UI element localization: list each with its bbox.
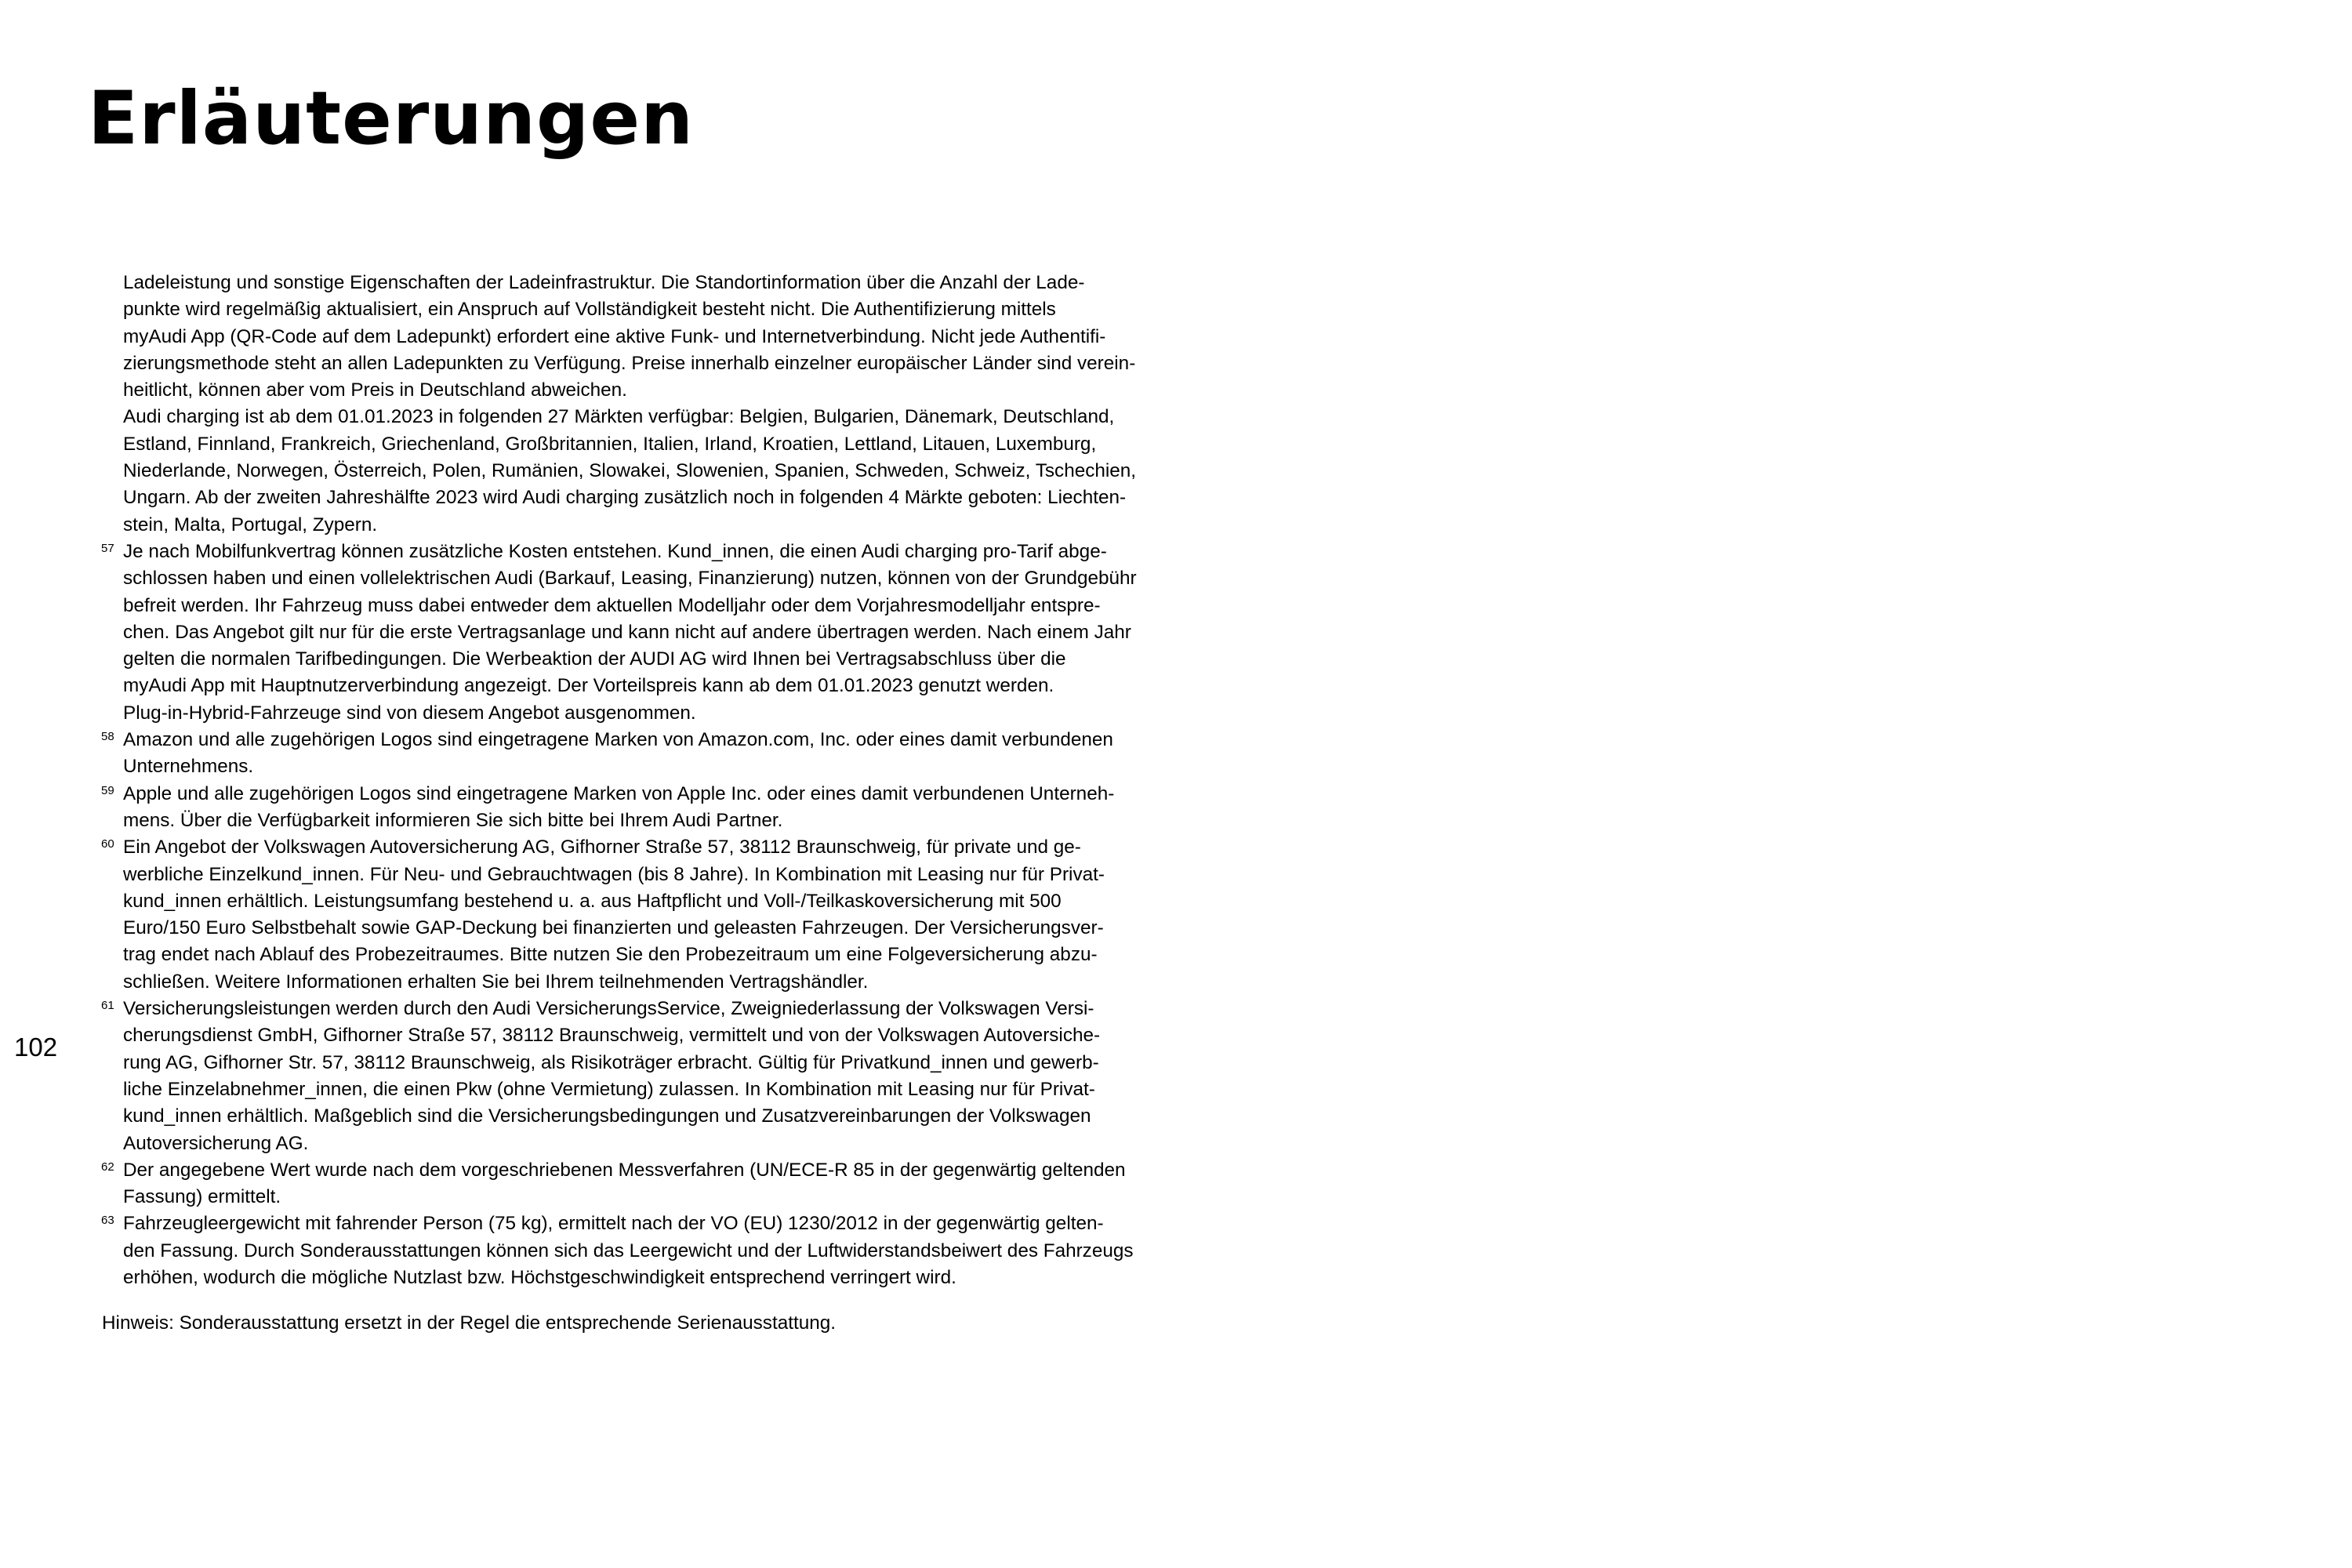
footnote-text-line: Ein Angebot der Volkswagen Autoversicherung AG, Gifhorner Straße 57, 38112 Braunschweig, für private und ge- (123, 837, 1081, 858)
footnote-text-line: rung AG, Gifhorner Str. 57, 38112 Braunschweig, als Risikoträger erbracht. Gültig für Privatkund_innen und gewerb- (123, 1051, 1099, 1073)
footnote-text-line: Ungarn. Ab der zweiten Jahreshälfte 2023 wird Audi charging zusätzlich noch in folgenden 4 Märkte geboten: Liechten- (123, 487, 1127, 509)
footnote-number: 57 (101, 541, 114, 555)
footnote-text-line: stein, Malta, Portugal, Zypern. (123, 514, 378, 535)
footnote-text-line: zierungsmethode steht an allen Ladepunkten zu Verfügung. Preise innerhalb einzelner europäischer Länder sind verein- (123, 352, 1136, 374)
footnote-text-line: liche Einzelabnehmer_innen, die einen Pkw (ohne Vermietung) zulassen. In Kombination mit Leasing nur für Privat- (123, 1078, 1095, 1100)
footnote-text-line: Ladeleistung und sonstige Eigenschaften der Ladeinfrastruktur. Die Standortinformation über die Anzahl der Lade- (123, 272, 1085, 293)
footnote (101, 539, 1142, 727)
footnote-text-line: Fahrzeugleergewicht mit fahrender Person (75 kg), ermittelt nach der VO (EU) 1230/2012 in der gegenwärtig gelten- (123, 1213, 1104, 1235)
footnote-number: 60 (101, 837, 114, 851)
footnote-number: 59 (101, 783, 114, 797)
page-number: 102 (14, 1033, 58, 1062)
footnote-text-line: kund_innen erhältlich. Maßgeblich sind die Versicherungsbedingungen und Zusatzvereinbarungen der Volkswagen (123, 1105, 1091, 1127)
footnote-text-line: chen. Das Angebot gilt nur für die erste Vertragsanlage und kann nicht auf andere übertragen werden. Nach einem Jahr (123, 621, 1131, 643)
footnote-text-line: Apple und alle zugehörigen Logos sind eingetragene Marken von Apple Inc. oder eines damit verbundenen Unterneh- (123, 782, 1115, 804)
footnote-text-line: erhöhen, wodurch die mögliche Nutzlast bzw. Höchstgeschwindigkeit entsprechend verringert wird. (123, 1266, 956, 1288)
footnote-text-line: befreit werden. Ihr Fahrzeug muss dabei entweder dem aktuellen Modelljahr oder dem Vorjahresmodelljahr entspre- (123, 594, 1101, 616)
footnote-text-line: punkte wird regelmäßig aktualisiert, ein Anspruch auf Vollständigkeit besteht nicht. Die Authentifizierung mittels (123, 299, 1056, 321)
footnote-text-line: schließen. Weitere Informationen erhalten Sie bei Ihrem teilnehmenden Vertragshändler. (123, 971, 869, 993)
footnote-number: 61 (101, 999, 114, 1013)
footnote-text-line: Versicherungsleistungen werden durch den Audi VersicherungsService, Zweigniederlassung der Volkswagen Versi- (123, 998, 1094, 1020)
page-title: Erläuterungen (88, 76, 694, 162)
footnote-text-line: schlossen haben und einen vollelektrischen Audi (Barkauf, Leasing, Finanzierung) nutzen, können von der Grundgebühr (123, 568, 1137, 590)
footnote-text-line: Je nach Mobilfunkvertrag können zusätzliche Kosten entstehen. Kund_innen, die einen Audi charging pro-Tarif abge- (123, 540, 1107, 562)
footnote (101, 834, 1142, 996)
footnote-text-line: Niederlande, Norwegen, Österreich, Polen, Rumänien, Slowakei, Slowenien, Spanien, Schweden, Schweiz, Tschechien, (123, 460, 1137, 482)
footnote (101, 727, 1142, 781)
footnotes-list (101, 270, 1142, 1291)
footnote-text-line: Unternehmens. (123, 756, 254, 778)
footnote-text-line: mens. Über die Verfügbarkeit informieren Sie sich bitte bei Ihrem Audi Partner. (123, 809, 783, 831)
footnote-number: 58 (101, 730, 114, 744)
footnote (101, 996, 1142, 1157)
footnote-text-line: myAudi App (QR-Code auf dem Ladepunkt) erfordert eine aktive Funk- und Internetverbindung. Nicht jede Authentifi- (123, 325, 1106, 347)
hint-text: Hinweis: Sonderausstattung ersetzt in der Regel die entsprechende Serienausstattung. (102, 1312, 836, 1334)
footnote (123, 270, 1142, 539)
footnote-text-line: Amazon und alle zugehörigen Logos sind eingetragene Marken von Amazon.com, Inc. oder eines damit verbundenen (123, 729, 1113, 751)
footnote-text-line: werbliche Einzelkund_innen. Für Neu- und Gebrauchtwagen (bis 8 Jahre). In Kombination mit Leasing nur für Privat- (123, 863, 1105, 885)
footnote-text-line: Autoversicherung AG. (123, 1132, 309, 1154)
footnote (101, 781, 1142, 835)
footnote (101, 1210, 1142, 1291)
footnote-text-line: Plug-in-Hybrid-Fahrzeuge sind von diesem Angebot ausgenommen. (123, 702, 696, 724)
footnote-text-line: trag endet nach Ablauf des Probezeitraumes. Bitte nutzen Sie den Probezeitraum um eine Folgeversicherung abzu- (123, 944, 1098, 966)
footnote-text-line: den Fassung. Durch Sonderausstattungen können sich das Leergewicht und der Luftwiderstandsbeiwert des Fahrzeugs (123, 1240, 1134, 1261)
footnote (101, 1157, 1142, 1211)
footnote-text-line: myAudi App mit Hauptnutzerverbindung angezeigt. Der Vorteilspreis kann ab dem 01.01.2023 genutzt werden. (123, 675, 1054, 697)
footnote-text-line: gelten die normalen Tarifbedingungen. Die Werbeaktion der AUDI AG wird Ihnen bei Vertragsabschluss über die (123, 648, 1066, 670)
footnote-text-line: heitlicht, können aber vom Preis in Deutschland abweichen. (123, 379, 627, 401)
footnote-text-line: cherungsdienst GmbH, Gifhorner Straße 57, 38112 Braunschweig, vermittelt und von der Volkswagen Autoversiche- (123, 1025, 1101, 1047)
footnote-number: 63 (101, 1214, 114, 1228)
footnote-text-line: Fassung) ermittelt. (123, 1186, 281, 1208)
footnote-text-line: Estland, Finnland, Frankreich, Griechenland, Großbritannien, Italien, Irland, Kroatien, Lettland, Litauen, Luxemburg, (123, 433, 1097, 455)
footnote-number: 62 (101, 1160, 114, 1174)
footnote-text-line: Euro/150 Euro Selbstbehalt sowie GAP-Deckung bei finanzierten und geleasten Fahrzeugen. Der Versicherungsver- (123, 917, 1104, 939)
footnote-text-line: kund_innen erhältlich. Leistungsumfang bestehend u. a. aus Haftpflicht und Voll-/Teilkaskoversicherung mit 500 (123, 890, 1062, 912)
footnote-text-line: Der angegebene Wert wurde nach dem vorgeschriebenen Messverfahren (UN/ECE-R 85 in der gegenwärtig geltenden (123, 1159, 1126, 1181)
footnote-text-line: Audi charging ist ab dem 01.01.2023 in folgenden 27 Märkten verfügbar: Belgien, Bulgarien, Dänemark, Deutschland, (123, 406, 1115, 428)
